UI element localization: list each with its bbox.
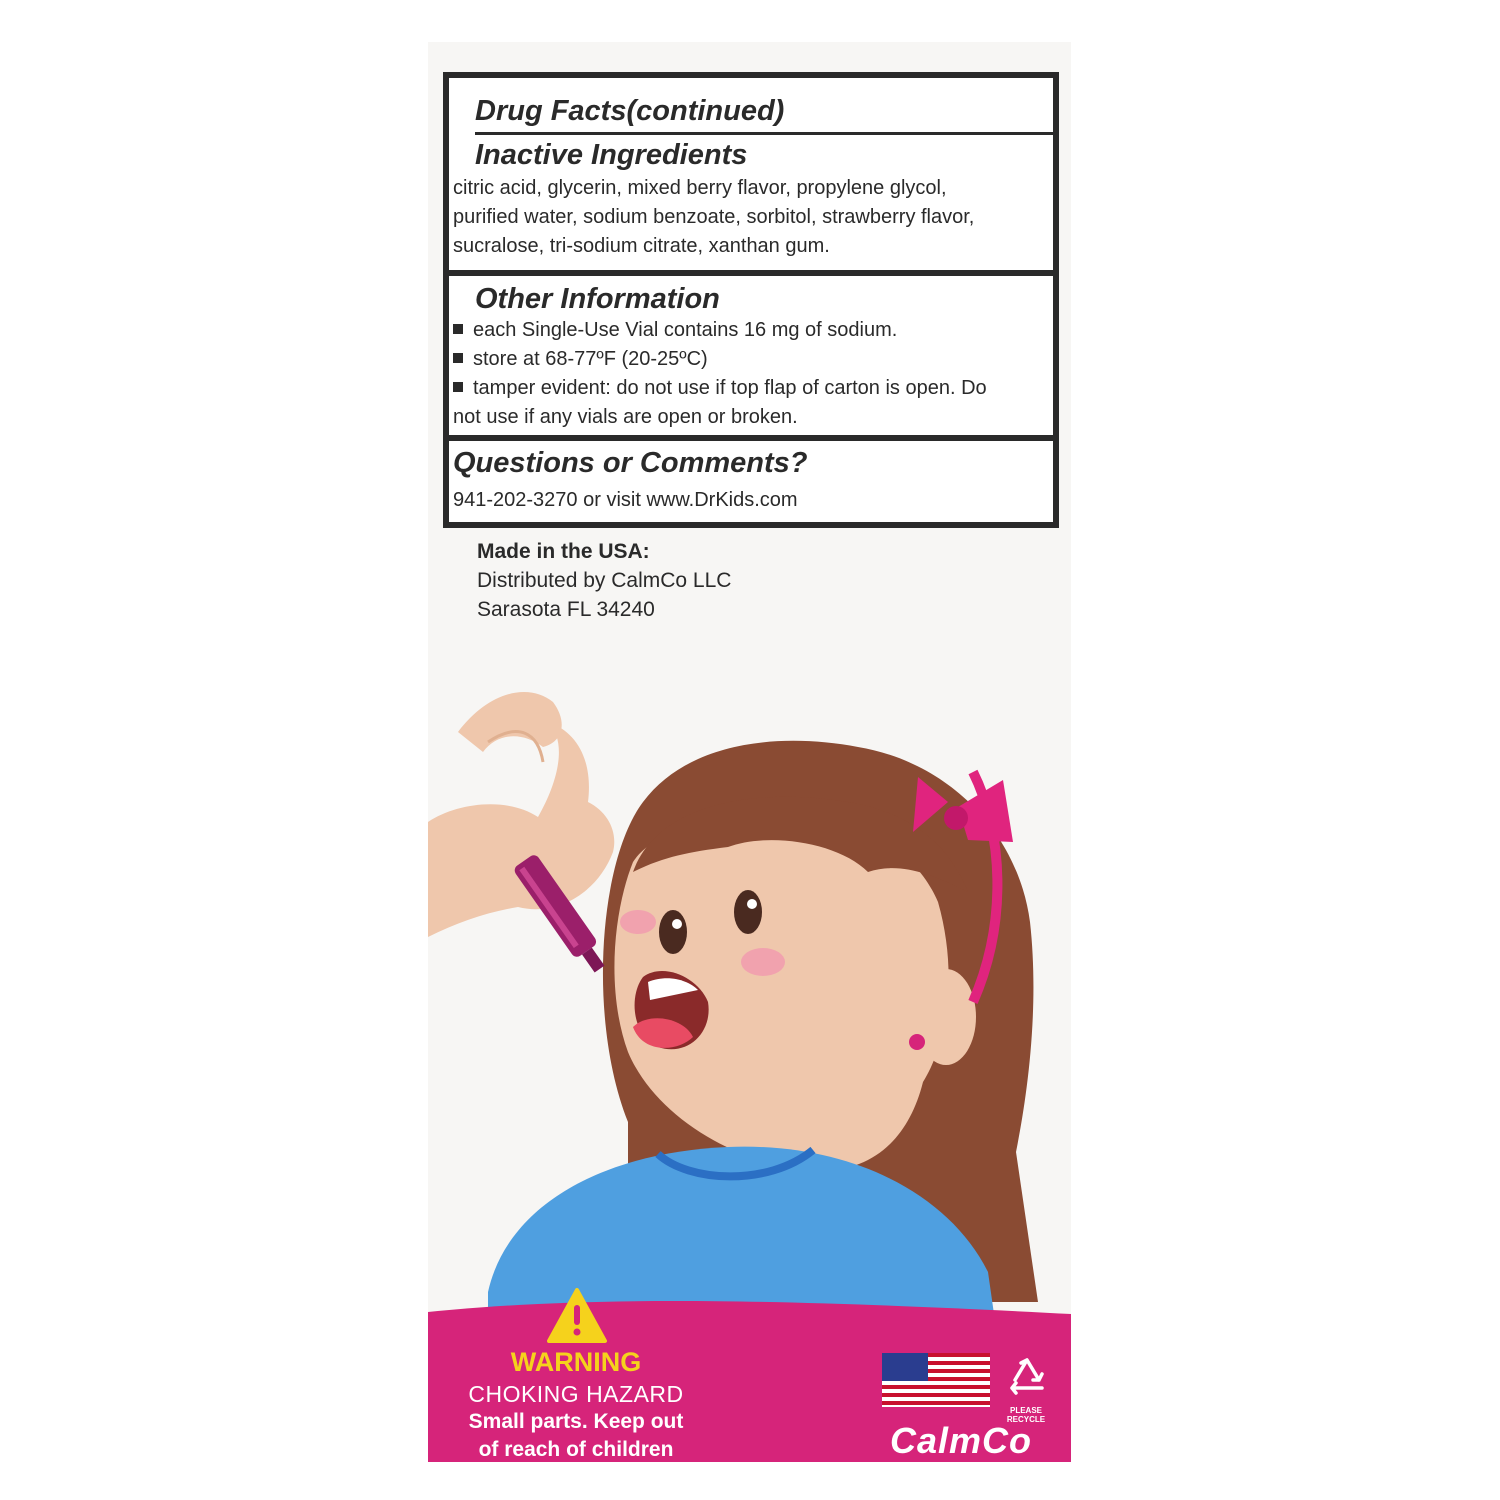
recycle-label-line: RECYCLE — [1006, 1415, 1046, 1424]
brand-logo: CalmCo — [889, 1420, 1033, 1461]
bullet-icon — [453, 324, 463, 334]
inactive-line: sucralose, tri-sodium citrate, xanthan gum. — [453, 235, 830, 257]
warning-triangle-icon — [546, 1287, 608, 1345]
choking-hazard: CHOKING HAZARD — [468, 1381, 684, 1407]
inactive-ingredients-heading: Inactive Ingredients — [475, 139, 748, 171]
bullet-icon — [453, 382, 463, 392]
other-info-item-cont: not use if any vials are open or broken. — [453, 406, 798, 428]
other-info-item: store at 68-77ºF (20-25ºC) — [473, 348, 708, 370]
drug-facts-header — [475, 94, 1053, 128]
inactive-ingredients-section — [453, 138, 1053, 261]
recycle-icon — [1002, 1354, 1052, 1404]
address: Sarasota FL 34240 — [477, 598, 655, 621]
recycle-label-line: PLEASE — [1009, 1406, 1042, 1415]
inactive-line: citric acid, glycerin, mixed berry flavor, propylene glycol, — [453, 177, 947, 199]
warning-line: of reach of children — [478, 1438, 674, 1461]
warning-text — [456, 1380, 696, 1462]
warning-title: WARNING — [510, 1347, 642, 1377]
other-info-item: each Single-Use Vial contains 16 mg of sodium. — [473, 319, 898, 341]
divider — [449, 270, 1053, 276]
drug-facts-continued: (continued) — [626, 95, 785, 127]
divider — [449, 435, 1053, 441]
questions-section — [453, 446, 1053, 515]
manufacturer-info — [477, 537, 731, 624]
other-information-section — [453, 282, 1053, 432]
bullet-icon — [453, 353, 463, 363]
us-flag-icon — [882, 1353, 990, 1407]
other-information-heading: Other Information — [475, 283, 720, 315]
warning-line: Small parts. Keep out — [468, 1410, 684, 1433]
distributor: Distributed by CalmCo LLC — [477, 569, 732, 592]
other-info-item: tamper evident: do not use if top flap of carton is open. Do — [473, 377, 987, 399]
questions-contact: 941-202-3270 or visit www.DrKids.com — [453, 489, 798, 511]
drug-facts-box — [443, 72, 1059, 528]
divider — [475, 132, 1053, 135]
inactive-line: purified water, sodium benzoate, sorbitol, strawberry flavor, — [453, 206, 975, 228]
made-in-usa: Made in the USA: — [477, 540, 650, 563]
questions-heading: Questions or Comments? — [453, 447, 808, 479]
carton-panel — [428, 42, 1071, 1462]
drug-facts-title: Drug Facts — [475, 95, 627, 127]
